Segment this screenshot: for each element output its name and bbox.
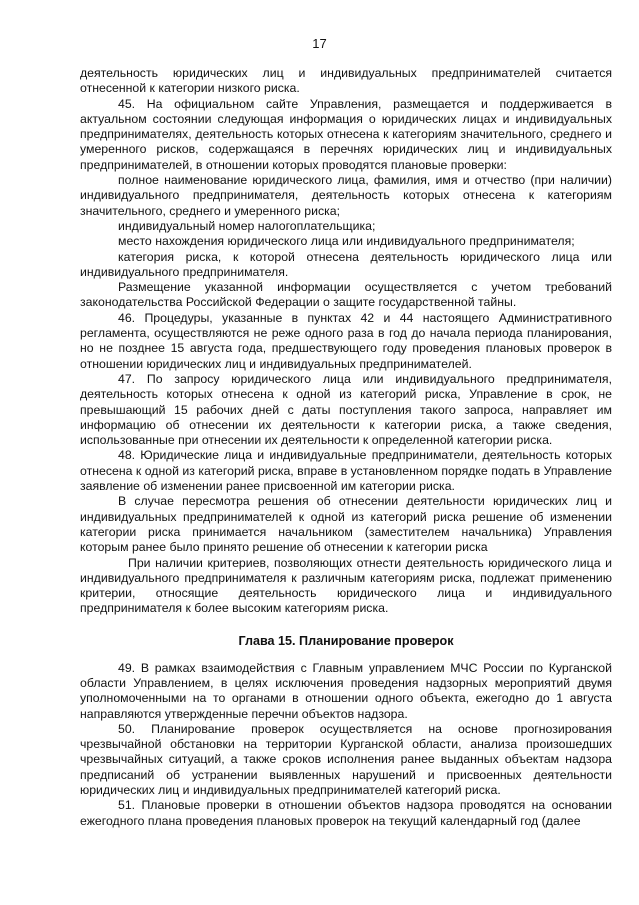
page-number: 17 xyxy=(312,36,327,51)
paragraph: 45. На официальном сайте Управления, размещается и поддерживается в актуальном состоянии следующая информация о юридических лицах и индивидуальных предпринимателях, деятельность которых отнесена к категориям значительного, среднего и умеренного рисков, содержащаяся в перечнях юридических лиц и индивидуальных предпринимателей, в отношении которых проводятся плановые проверки: xyxy=(80,96,612,172)
chapter-heading: Глава 15. Планирование проверок xyxy=(238,633,454,648)
paragraph: Размещение указанной информации осуществляется с учетом требований законодательства Российской Федерации о защите государственной тайны. xyxy=(80,280,612,310)
paragraph: При наличии критериев, позволяющих отнести деятельность юридического лица и индивидуального предпринимателя к различным категориям риска, подлежат применению критерии, относящие деятельность юридического лица и индивидуального предпринимателя к более высоким категориям риска. xyxy=(80,555,612,616)
paragraph: место нахождения юридического лица или индивидуального предпринимателя; xyxy=(118,234,575,249)
paragraph: 51. Плановые проверки в отношении объектов надзора проводятся на основании ежегодного плана проведения плановых проверок на текущий календарный год (далее xyxy=(80,798,612,828)
paragraph: полное наименование юридического лица, фамилия, имя и отчество (при наличии) индивидуального предпринимателя, деятельность которых отнесена к категориям значительного, среднего и умеренного риска; xyxy=(80,173,612,218)
regulation-section-bottom xyxy=(80,661,612,829)
paragraph: 49. В рамках взаимодействия с Главным управлением МЧС России по Курганской области Управлением, в целях исключения проведения надзорных мероприятий двумя уполномоченными на то органами в отношении одного объекта, ежегодно до 1 августа направляются утвержденные перечни объектов надзора. xyxy=(80,660,612,721)
regulation-section-top xyxy=(80,66,612,617)
paragraph: 50. Планирование проверок осуществляется на основе прогнозирования чрезвычайной обстановки на территории Курганской области, анализа произошедших чрезвычайных ситуаций, а также сроков исполнения ранее выданных объектам надзора предписаний об устранении выявленных нарушений и присвоенных деятельности юридических лиц и индивидуальных предпринимателей категорий риска. xyxy=(80,721,612,798)
document-body xyxy=(80,66,612,829)
paragraph: 48. Юридические лица и индивидуальные предприниматели, деятельность которых отнесена к одной из категорий риска, вправе в установленном порядке подать в Управление заявление об изменении ранее присвоенной им категории риска. xyxy=(80,448,612,494)
paragraph: 47. По запросу юридического лица или индивидуального предпринимателя, деятельность которых отнесена к одной из категорий риска, Управление в срок, не превышающий 15 рабочих дней с даты поступления такого запроса, направляет им информацию об отнесении их деятельности к категории риска, а также сведения, использованные при отнесении их деятельности к определенной категории риска. xyxy=(80,371,612,448)
paragraph: деятельность юридических лиц и индивидуальных предпринимателей считается отнесенной к категории низкого риска. xyxy=(80,66,612,96)
paragraph: индивидуальный номер налогоплательщика; xyxy=(118,218,376,233)
paragraph: В случае пересмотра решения об отнесении деятельности юридических лиц и индивидуальных предпринимателей к одной из категорий риска решение об изменении категории риска принимается начальником (заместителем начальника) Управления которым ранее было принято решение об отнесении к категории риска xyxy=(80,494,612,555)
paragraph: 46. Процедуры, указанные в пунктах 42 и 44 настоящего Административного регламента, осуществляются не реже одного раза в год до начала периода планирования, но не позднее 15 августа года, предшествующего году проведения плановых проверок в отношении юридических лиц и индивидуальных предпринимателей. xyxy=(80,310,612,371)
paragraph: категория риска, к которой отнесена деятельность юридического лица или индивидуального предпринимателя. xyxy=(80,249,612,279)
